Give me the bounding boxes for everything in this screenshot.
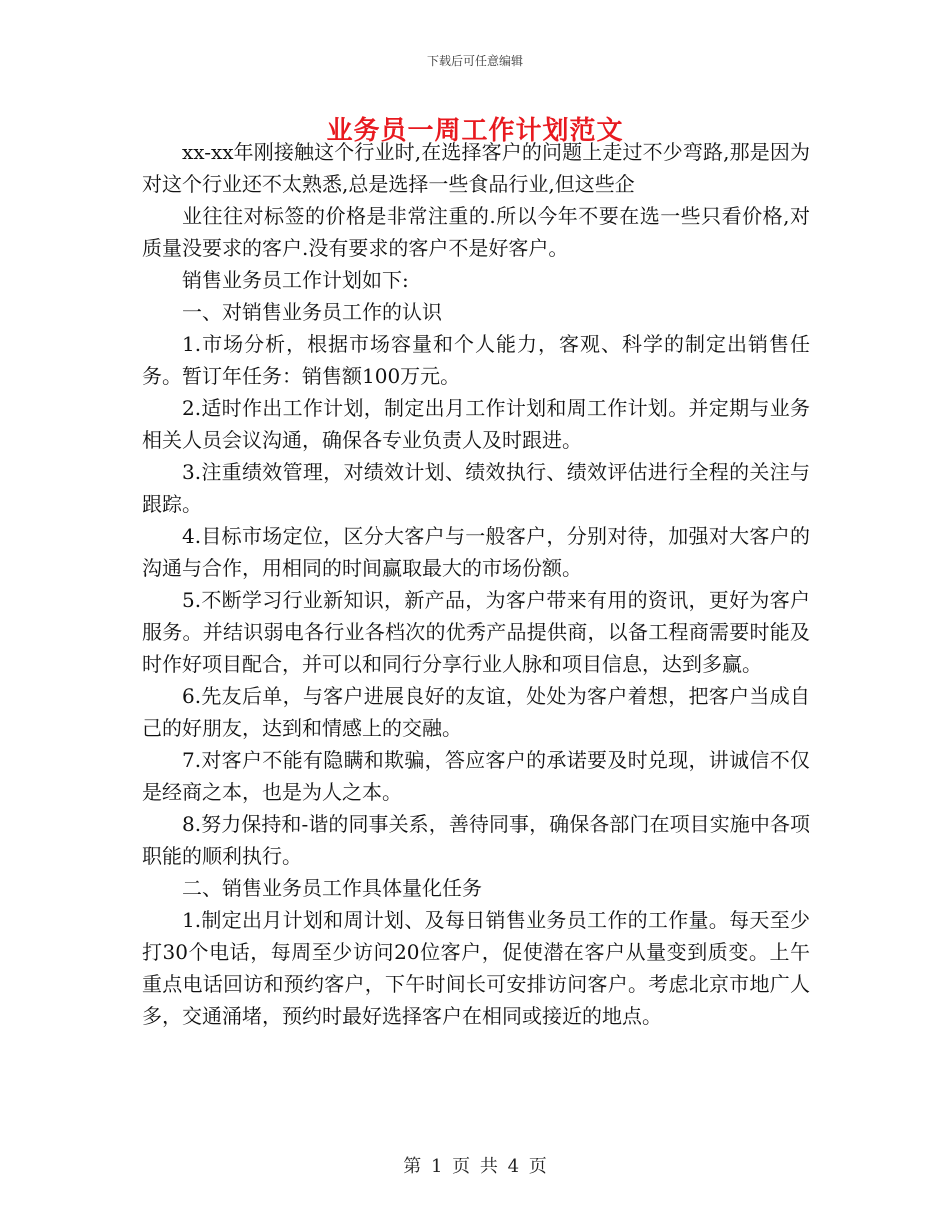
list-item-2-1: 1.制定出月计划和周计划、及每日销售业务员工作的工作量。每天至少打30个电话，每周至少访问20位客户，促使潜在客户从量变到质变。上午重点电话回访和预约客户，下午时间长可安排访问客户。考虑北京市地广人多，交通涌堵，预约时最好选择客户在相同或接近的地点。 xyxy=(142,908,810,1028)
list-item-1-4: 4.目标市场定位，区分大客户与一般客户，分别对待，加强对大客户的沟通与合作，用相同的时间赢取最大的市场份额。 xyxy=(142,524,810,580)
document-title: 业务员一周工作计划范文 xyxy=(326,116,624,146)
section-heading-1: 一、对销售业务员工作的认识 xyxy=(182,300,442,324)
paragraph-intro-1: xx-xx年刚接触这个行业时,在选择客户的问题上走过不少弯路,那是因为对这个行业还不太熟悉,总是选择一些食品行业,但这些企 xyxy=(142,140,810,196)
list-item-1-2: 2.适时作出工作计划，制定出月工作计划和周工作计划。并定期与业务相关人员会议沟通，确保各专业负责人及时跟进。 xyxy=(142,396,810,452)
page-number-footer: 第 1 页 共 4 页 xyxy=(403,1156,547,1177)
list-item-1-3: 3.注重绩效管理，对绩效计划、绩效执行、绩效评估进行全程的关注与跟踪。 xyxy=(142,460,810,516)
list-item-1-8: 8.努力保持和-谐的同事关系，善待同事，确保各部门在项目实施中各项职能的顺利执行。 xyxy=(142,812,810,868)
list-item-1-6: 6.先友后单，与客户进展良好的友谊，处处为客户着想，把客户当成自己的好朋友，达到和情感上的交融。 xyxy=(142,684,810,740)
paragraph-intro-2: 业往往对标签的价格是非常注重的.所以今年不要在选一些只看价格,对质量没要求的客户.没有要求的客户不是好客户。 xyxy=(142,204,810,260)
list-item-1-5: 5.不断学习行业新知识，新产品，为客户带来有用的资讯，更好为客户服务。并结识弱电各行业各档次的优秀产品提供商，以备工程商需要时能及时作好项目配合，并可以和同行分享行业人脉和项目信息，达到多赢。 xyxy=(142,588,810,676)
section-heading-2: 二、销售业务员工作具体量化任务 xyxy=(182,876,482,900)
paragraph-plan-lead: 销售业务员工作计划如下: xyxy=(182,268,409,292)
document-body xyxy=(142,136,810,1032)
list-item-1-7: 7.对客户不能有隐瞒和欺骗，答应客户的承诺要及时兑现，讲诚信不仅是经商之本，也是为人之本。 xyxy=(142,748,810,804)
header-note: 下载后可任意编辑 xyxy=(426,54,523,68)
list-item-1-1: 1.市场分析，根据市场容量和个人能力，客观、科学的制定出销售任务。暂订年任务：销售额100万元。 xyxy=(142,332,810,388)
